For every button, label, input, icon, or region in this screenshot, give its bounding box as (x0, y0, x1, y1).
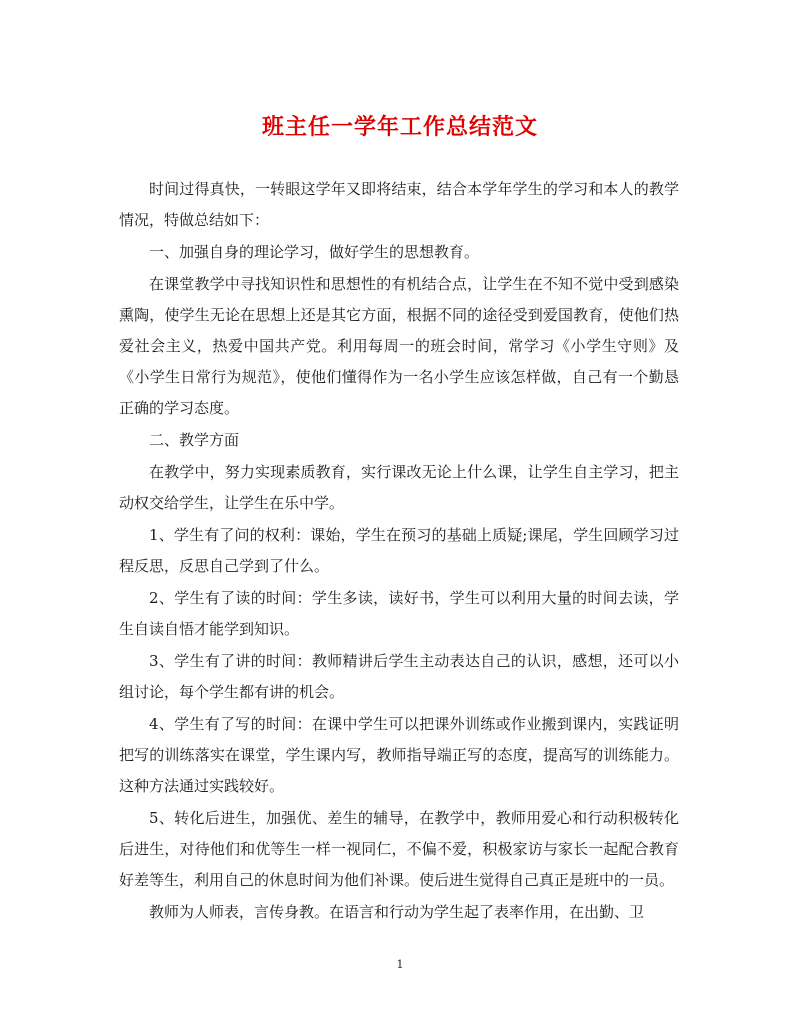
list-item-ask: 1、学生有了问的权利：课始，学生在预习的基础上质疑;课尾，学生回顾学习过程反思，反思自己学到了什么。 (119, 526, 679, 575)
section-heading-theory: 一、加强自身的理论学习，做好学生的思想教育。 (149, 243, 480, 261)
list-item-speak: 3、学生有了讲的时间：教师精讲后学生主动表达自己的认识，感想，还可以小组讨论，每个学生都有讲的机会。 (119, 652, 679, 701)
section-heading-teaching: 二、教学方面 (149, 431, 240, 449)
list-item-write: 4、学生有了写的时间：在课中学生可以把课外训练或作业搬到课内，实践证明把写的训练落实在课堂，学生课内写，教师指导端正写的态度，提高写的训练能力。这种方法通过实践较好。 (119, 715, 679, 795)
page-number: 1 (396, 958, 404, 971)
list-item-read: 2、学生有了读的时间：学生多读，读好书，学生可以利用大量的时间去读，学生自读自悟才能学到知识。 (119, 589, 679, 638)
document-title: 班主任一学年工作总结范文 (261, 115, 538, 140)
paragraph-intro: 时间过得真快，一转眼这学年又即将结束，结合本学年学生的学习和本人的教学情况，特做总结如下： (119, 180, 679, 229)
paragraph-theory: 在课堂教学中寻找知识性和思想性的有机结合点，让学生在不知不觉中受到感染熏陶，使学生无论在思想上还是其它方面，根据不同的途径受到爱国教育，使他们热爱社会主义，热爱中国共产党。利用每周一的班会时间，常学习《小学生守则》及《小学生日常行为规范》，使他们懂得作为一名小学生应该怎样做，自己有一个勤恳正确的学习态度。 (119, 275, 679, 417)
paragraph-teaching: 在教学中，努力实现素质教育，实行课改无论上什么课，让学生自主学习，把主动权交给学生，让学生在乐中学。 (119, 463, 679, 512)
document-body (119, 174, 679, 929)
paragraph-role-model: 教师为人师表，言传身教。在语言和行动为学生起了表率作用，在出勤、卫 (149, 903, 645, 921)
list-item-underachievers: 5、转化后进生，加强优、差生的辅导，在教学中，教师用爱心和行动积极转化后进生，对待他们和优等生一样一视同仁，不偏不爱，积极家访与家长一起配合教育好差等生，利用自己的休息时间为他们补课。使后进生觉得自己真正是班中的一员。 (119, 809, 679, 889)
